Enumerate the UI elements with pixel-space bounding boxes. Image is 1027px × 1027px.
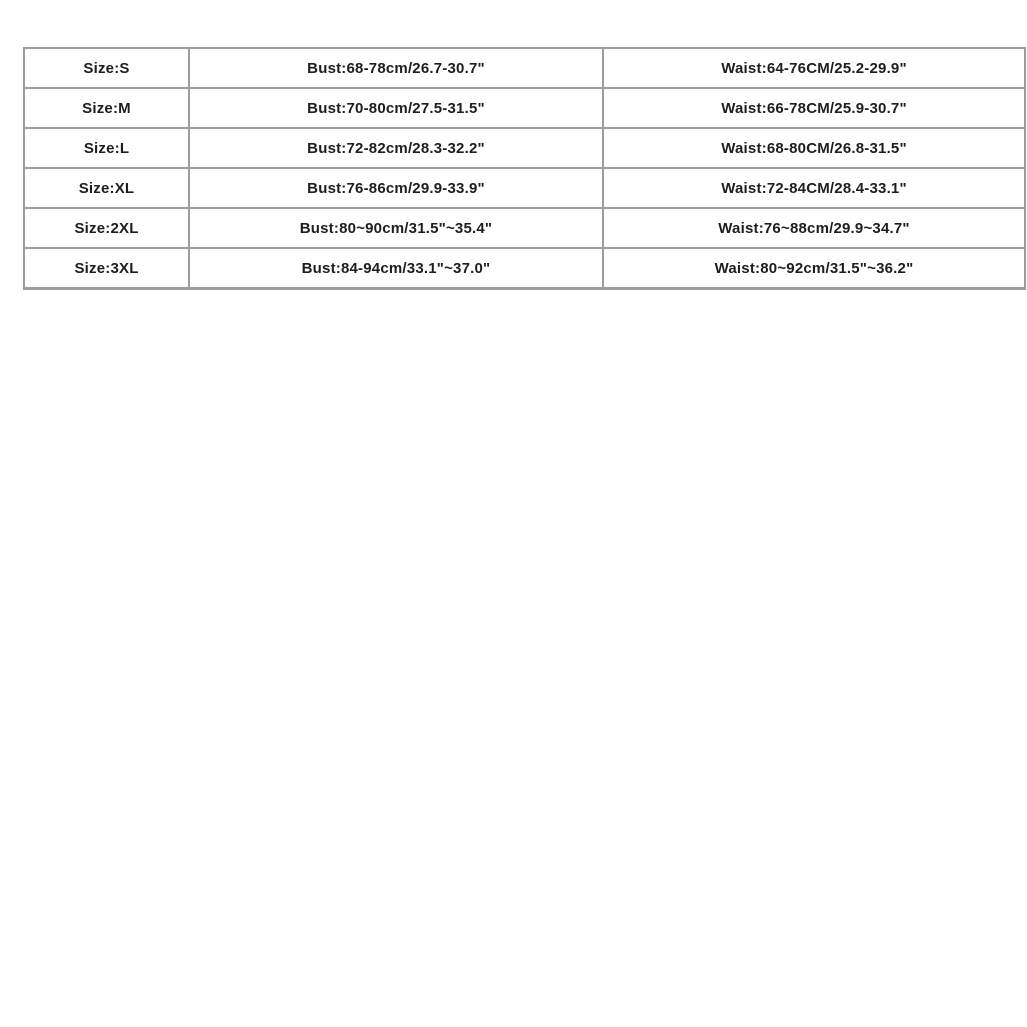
- size-cell: Size:3XL: [24, 248, 189, 288]
- table-row: [24, 208, 1025, 248]
- bust-cell: Bust:72-82cm/28.3-32.2": [189, 128, 603, 168]
- size-cell: Size:M: [24, 88, 189, 128]
- waist-cell: Waist:66-78CM/25.9-30.7": [603, 88, 1025, 128]
- waist-cell: Waist:76~88cm/29.9~34.7": [603, 208, 1025, 248]
- waist-cell: Waist:68-80CM/26.8-31.5": [603, 128, 1025, 168]
- size-chart-table: [23, 47, 1026, 290]
- table-row: [24, 168, 1025, 208]
- size-cell: Size:L: [24, 128, 189, 168]
- bust-cell: Bust:68-78cm/26.7-30.7": [189, 48, 603, 88]
- size-cell: Size:XL: [24, 168, 189, 208]
- table-row: [24, 248, 1025, 288]
- size-cell: Size:2XL: [24, 208, 189, 248]
- bust-cell: Bust:76-86cm/29.9-33.9": [189, 168, 603, 208]
- waist-cell: Waist:64-76CM/25.2-29.9": [603, 48, 1025, 88]
- bust-cell: Bust:84-94cm/33.1"~37.0": [189, 248, 603, 288]
- table-row: [24, 88, 1025, 128]
- table-row: [24, 128, 1025, 168]
- waist-cell: Waist:72-84CM/28.4-33.1": [603, 168, 1025, 208]
- bust-cell: Bust:80~90cm/31.5"~35.4": [189, 208, 603, 248]
- bust-cell: Bust:70-80cm/27.5-31.5": [189, 88, 603, 128]
- table-row: [24, 48, 1025, 88]
- waist-cell: Waist:80~92cm/31.5"~36.2": [603, 248, 1025, 288]
- size-cell: Size:S: [24, 48, 189, 88]
